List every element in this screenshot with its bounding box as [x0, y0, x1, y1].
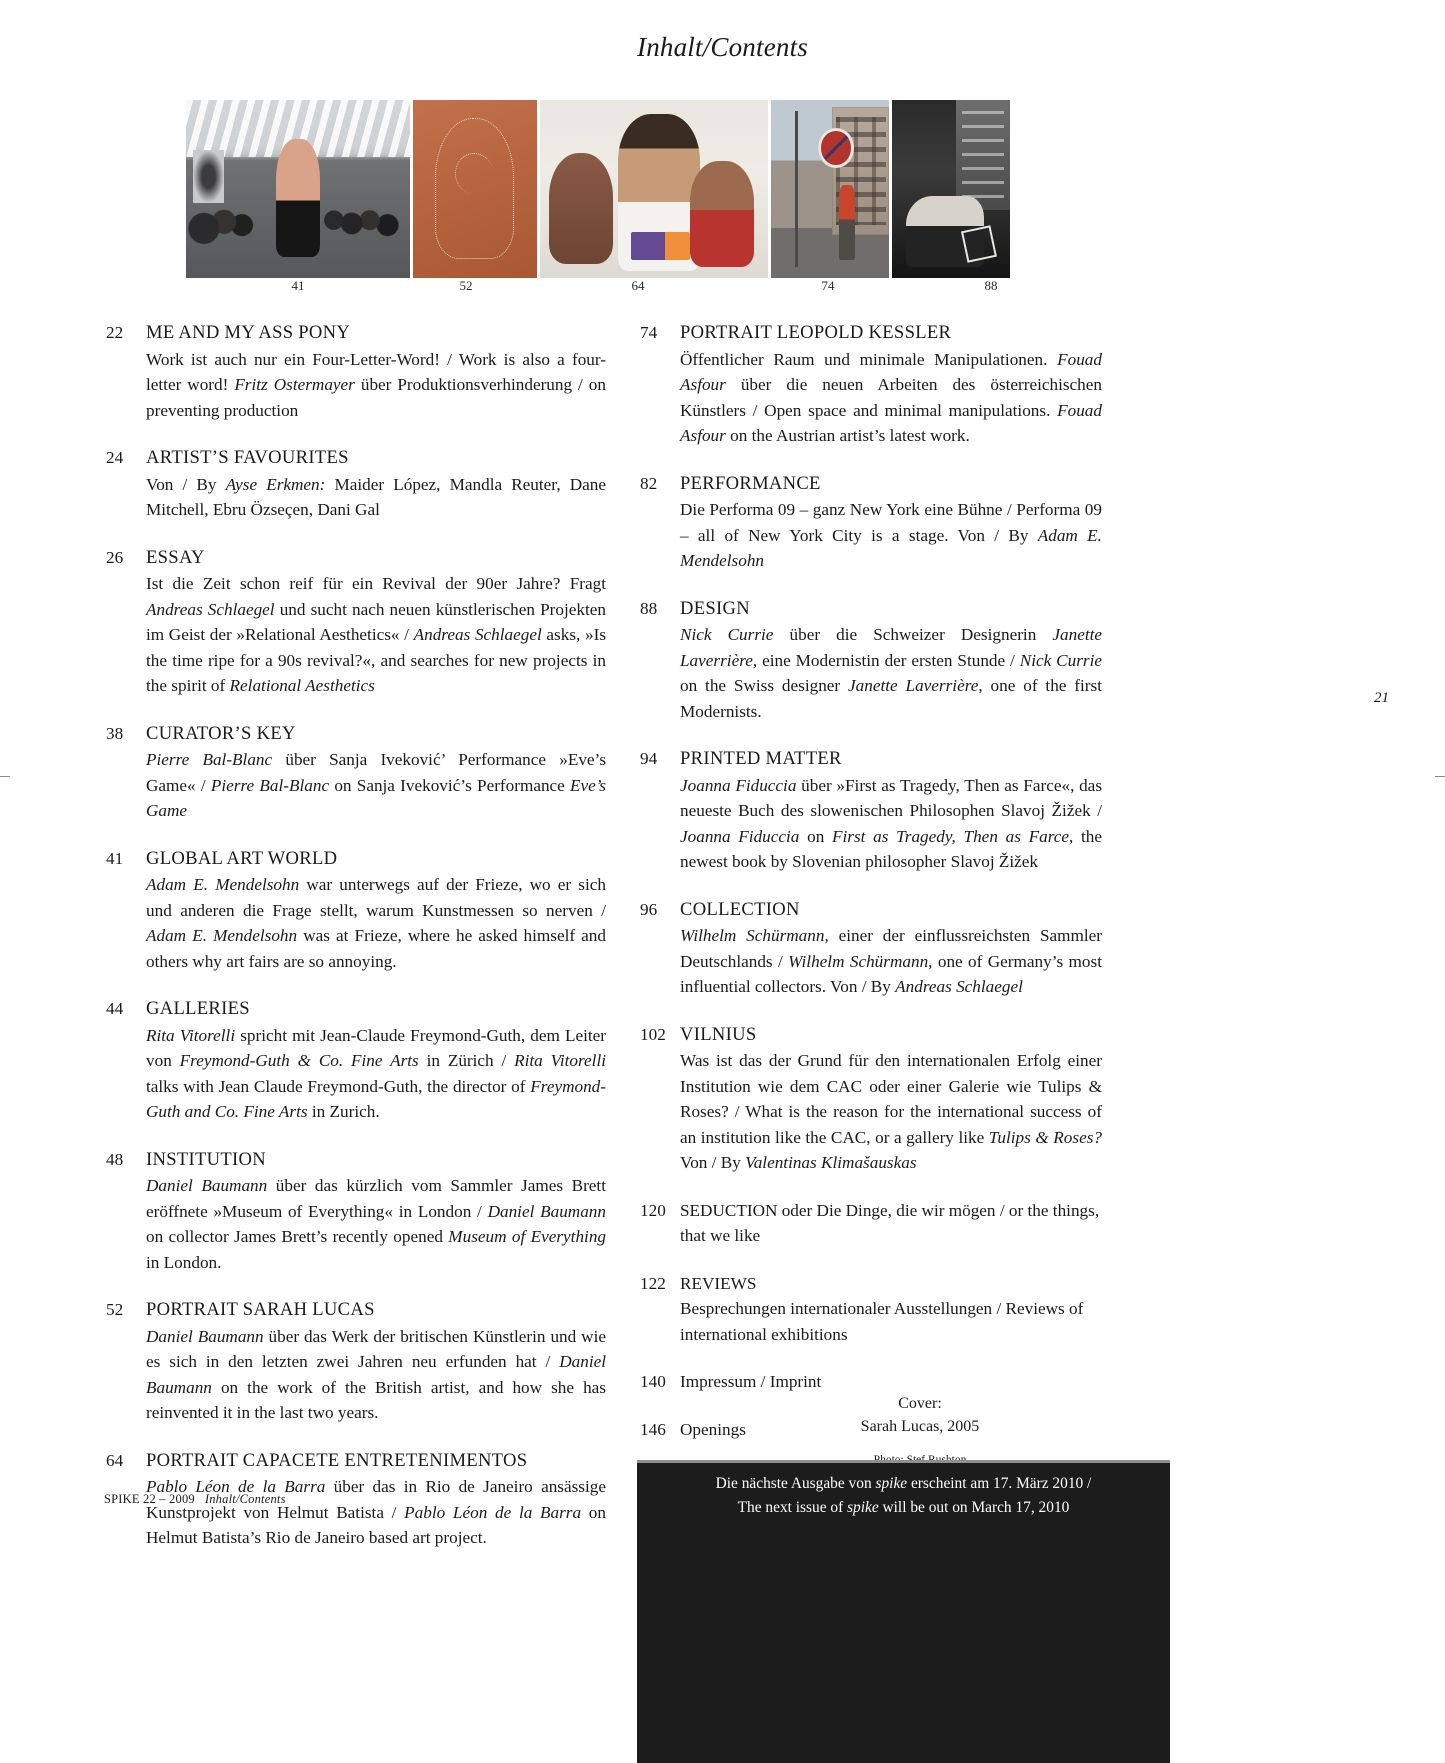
toc-entry-body — [146, 721, 606, 824]
thumbnail-strip — [186, 100, 1260, 278]
page-folio-number: 21 — [1374, 690, 1389, 706]
toc-entry[interactable] — [106, 445, 606, 523]
toc-entry-page-number: 41 — [106, 848, 124, 868]
toc-entry-body — [146, 996, 606, 1125]
toc-entry[interactable] — [640, 746, 1102, 875]
next-issue-line-de: Die nächste Ausgabe von spike erscheint am 17. März 2010 / — [715, 1475, 1092, 1492]
toc-entry-page-number: 22 — [106, 323, 124, 342]
stitched-leather-drawing-photo — [413, 100, 537, 278]
toc-entry-title[interactable]: GALLERIES — [146, 998, 250, 1019]
toc-entry-body — [146, 320, 606, 423]
crowd-figures — [186, 171, 410, 253]
toc-entry-description: Daniel Baumann über das Werk der britischen Künstlerin und wie es sich in den letzten zwei Jahren neu erfunden hat / Daniel Baumann on the work of the British artist, and how she has reinvented it in the last two years. — [146, 1326, 606, 1422]
toc-entry[interactable] — [106, 320, 606, 423]
toc-entry[interactable] — [106, 1297, 606, 1426]
tshirt-logo — [631, 232, 690, 260]
toc-entry[interactable] — [640, 1198, 1102, 1249]
cover-credit-artist: Sarah Lucas, 2005 — [860, 1418, 980, 1435]
toc-entry-page-number: 146 — [640, 1419, 666, 1439]
toc-entry-body — [680, 320, 1102, 449]
toc-entry-label[interactable]: Impressum / Imprint — [680, 1372, 822, 1391]
family-portrait-photo — [540, 100, 768, 278]
toc-entry-description: Öffentlicher Raum und minimale Manipulationen. Fouad Asfour über die neuen Arbeiten des österreichischen Künstlers / Open space and minimal manipulations. Fouad Asfour on the Austrian artist’s latest work. — [680, 349, 1102, 445]
toc-entry-description: Work ist auch nur ein Four-Letter-Word! / Work is also a four-letter word! Fritz Ostermayer über Produktionsverhinderung / on preventing production — [146, 349, 606, 420]
toc-entry-title[interactable]: DESIGN — [680, 597, 750, 619]
next-issue-banner-text — [637, 1463, 1170, 1520]
toc-entry-title[interactable]: INSTITUTION — [146, 1148, 267, 1170]
toc-entry-description: Die Performa 09 – ganz New York eine Bühne / Performa 09 – all of New York City is a stage. Von / By Adam E. Mendelsohn — [680, 500, 1102, 570]
thumbnail-street-traffic-sign-photo — [771, 100, 889, 278]
lamp-post — [795, 111, 798, 268]
thumbnail-caption: 52 — [459, 278, 473, 293]
thumbnail-family-portrait-photo — [540, 100, 768, 278]
thumbnail-caption: 64 — [631, 278, 645, 293]
toc-entry-description: Nick Currie über die Schweizer Designerin Janette Laverrière, eine Modernistin der ersten Stunde / Nick Currie on the Swiss designer Janette Laverrière, one of the first Modernists. — [680, 625, 1103, 721]
floor-marking — [960, 225, 996, 263]
toc-entry-description: Was ist das der Grund für den internationalen Erfolg einer Institution wie dem CAC oder einer Galerie wie Tulips & Roses? / What is the reason for the international success of an institution like the CAC, or a gallery like Tulips & Roses? Von / By Valentinas Klimašauskas — [680, 1051, 1102, 1172]
toc-entry-page-number: 48 — [106, 1149, 124, 1169]
toc-entry-body — [146, 545, 606, 699]
thumbnail-caption: 41 — [291, 278, 305, 293]
toc-entry-description: Besprechungen internationaler Ausstellungen / Reviews of international exhibitions — [680, 1299, 1084, 1344]
next-issue-banner — [637, 1460, 1170, 1763]
toc-entry[interactable] — [640, 1271, 1102, 1348]
toc-entry-description: Rita Vitorelli spricht mit Jean-Claude Freymond-Guth, dem Leiter von Freymond-Guth & Co. Fine Arts in Zürich / Rita Vitorelli talks with Jean Claude Freymond-Guth, the director of Freymond-Guth and Co. Fine Arts in Zurich. — [146, 1025, 606, 1121]
thumbnail-caption: 74 — [821, 278, 835, 293]
black-and-white-interior-photo — [892, 100, 1010, 278]
toc-entry-page-number: 64 — [106, 1450, 124, 1470]
toc-entry[interactable] — [106, 1147, 606, 1276]
toc-entry-page-number: 140 — [640, 1372, 666, 1391]
toc-entry[interactable] — [640, 1369, 1102, 1395]
toc-entry[interactable] — [640, 1022, 1102, 1176]
toc-entry-body — [680, 1198, 1102, 1249]
toc-entry-page-number: 24 — [106, 448, 124, 467]
toc-entry-description: Daniel Baumann über das kürzlich vom Sammler James Brett eröffnete »Museum of Everything« in London / Daniel Baumann on collector James Brett’s recently opened Museum of Everything in London. — [146, 1176, 607, 1272]
toc-entry[interactable] — [640, 320, 1102, 449]
toc-entry-title[interactable]: ESSAY — [146, 546, 205, 568]
toc-entry-body — [146, 846, 606, 975]
toc-entry-page-number: 122 — [640, 1273, 666, 1293]
toc-entry-page-number: 88 — [640, 598, 658, 618]
footer-issue-number: SPIKE 22 – 2009 — [104, 1492, 195, 1506]
toc-entry-title[interactable]: PERFORMANCE — [680, 472, 821, 494]
toc-entry-body — [680, 746, 1102, 875]
toc-entry-page-number: 82 — [640, 473, 658, 493]
child-figure — [690, 161, 754, 268]
toc-entry-body — [680, 1271, 1102, 1348]
toc-entry-description: Von / By Ayse Erkmen: Maider López, Mandla Reuter, Dane Mitchell, Ebru Özseçen, Dani Gal — [146, 474, 607, 519]
thumbnail-caption: 88 — [984, 278, 998, 293]
toc-entry-body — [680, 1369, 1102, 1395]
toc-entry-title[interactable]: ARTIST’S FAVOURITES — [146, 447, 349, 468]
toc-entry-description: Joanna Fiduccia über »First as Tragedy, Then as Farce«, das neueste Buch des slowenischen Philosophen Slavoj Žižek / Joanna Fiduccia on First as Tragedy, Then as Farce, the newest book by Slovenian philosopher Slavoj Žižek — [680, 775, 1103, 871]
toc-entry[interactable] — [640, 471, 1102, 574]
no-stopping-sign-icon — [818, 128, 853, 167]
toc-entry-page-number: 52 — [106, 1300, 124, 1319]
thumbnail-black-and-white-interior-photo — [892, 100, 1010, 278]
toc-entry-title[interactable]: PORTRAIT LEOPOLD KESSLER — [680, 322, 952, 343]
toc-entry-description: Pablo Léon de la Barra über das in Rio de Janeiro ansässige Kunstprojekt von Helmut Batista / Pablo Léon de la Barra on Helmut Batista’s Rio de Janeiro based art project. — [146, 1477, 606, 1547]
toc-entry-title[interactable]: ME AND MY ASS PONY — [146, 322, 351, 343]
toc-entry-body — [680, 1022, 1102, 1176]
toc-entry-body — [146, 1147, 606, 1276]
background-wall — [956, 100, 1010, 210]
toc-entry-title[interactable]: COLLECTION — [680, 898, 800, 920]
toc-entry-page-number: 120 — [640, 1200, 666, 1220]
thumbnail-caption-row — [186, 278, 1260, 300]
toc-entry-title[interactable]: GLOBAL ART WORLD — [146, 847, 338, 869]
toc-entry-description: Wilhelm Schürmann, einer der einflussreichsten Sammler Deutschlands / Wilhelm Schürmann, one of Germany’s most influential collectors. Von / By Andreas Schlaegel — [680, 926, 1102, 996]
toc-entry-title[interactable]: PORTRAIT CAPACETE ENTRETENIMENTOS — [146, 1449, 528, 1471]
toc-entry-body — [680, 897, 1102, 1000]
toc-entry-label[interactable]: Openings — [680, 1419, 746, 1439]
thumbnail-art-fair-visitors-photo — [186, 100, 410, 278]
toc-entry-page-number: 38 — [106, 723, 124, 743]
toc-entry-body — [680, 596, 1102, 725]
toc-entry-description: Pierre Bal-Blanc über Sanja Iveković’ Performance »Eve’s Game« / Pierre Bal-Blanc on Sanja Iveković’s Performance Eve’s Game — [146, 750, 607, 820]
footer-section-name: Inhalt/Contents — [204, 1492, 286, 1506]
toc-entry-title[interactable]: PRINTED MATTER — [680, 748, 842, 769]
contents-column-left — [106, 320, 606, 1573]
toc-entry-body — [680, 471, 1102, 574]
cover-credit-label: Cover: — [898, 1395, 942, 1412]
toc-entry-page-number: 94 — [640, 749, 658, 768]
toc-entry-body — [146, 1297, 606, 1426]
page-title: Inhalt/Contents — [637, 32, 808, 62]
toc-entry[interactable] — [106, 846, 606, 975]
toc-entry-page-number: 102 — [640, 1024, 666, 1044]
crop-mark-right — [1435, 776, 1445, 777]
toc-entry[interactable] — [640, 596, 1102, 725]
toc-entry[interactable] — [640, 897, 1102, 1000]
toc-entry-label[interactable]: SEDUCTION oder Die Dinge, die wir mögen / or the things, that we like — [680, 1200, 1100, 1245]
toc-entry[interactable] — [106, 996, 606, 1125]
next-issue-line-en: The next issue of spike will be out on March 17, 2010 — [737, 1499, 1070, 1516]
toc-entry-page-number: 26 — [106, 547, 124, 567]
woman-figure — [549, 153, 613, 263]
toc-entry-page-number: 44 — [106, 999, 124, 1018]
contents-column-right — [640, 320, 1102, 1464]
toc-entry[interactable] — [106, 545, 606, 699]
toc-entry-title[interactable]: PORTRAIT SARAH LUCAS — [146, 1299, 375, 1320]
toc-entry[interactable] — [106, 721, 606, 824]
worker-figure — [839, 185, 854, 260]
toc-entry-page-number: 96 — [640, 899, 658, 919]
toc-entry-body — [146, 445, 606, 523]
footer-issue-line — [104, 1492, 286, 1507]
crop-mark-left — [0, 776, 10, 777]
toc-entry-description: Adam E. Mendelsohn war unterwegs auf der Frieze, wo er sich und anderen die Frage stellt, warum Kunstmessen so nerven / Adam E. Mendelsohn was at Frieze, where he asked himself and others why art fairs are so annoying. — [146, 875, 606, 971]
art-fair-visitors-photo — [186, 100, 410, 278]
toc-entry-title[interactable]: CURATOR’S KEY — [146, 722, 296, 744]
street-traffic-sign-photo — [771, 100, 889, 278]
toc-entry-title[interactable]: REVIEWS — [680, 1273, 757, 1293]
toc-entry-title[interactable]: VILNIUS — [680, 1023, 757, 1045]
toc-entry-page-number: 74 — [640, 323, 658, 342]
toc-entry-description: Ist die Zeit schon reif für ein Revival der 90er Jahre? Fragt Andreas Schlaegel und sucht nach neuen künstlerischen Projekten im Geist der »Relational Aesthetics« / Andreas Schlaegel asks, »Is the time ripe for a 90s revival?«, and searches for new projects in the spirit of Relational Aesthetics — [146, 574, 607, 695]
thumbnail-stitched-leather-drawing-photo — [413, 100, 537, 278]
